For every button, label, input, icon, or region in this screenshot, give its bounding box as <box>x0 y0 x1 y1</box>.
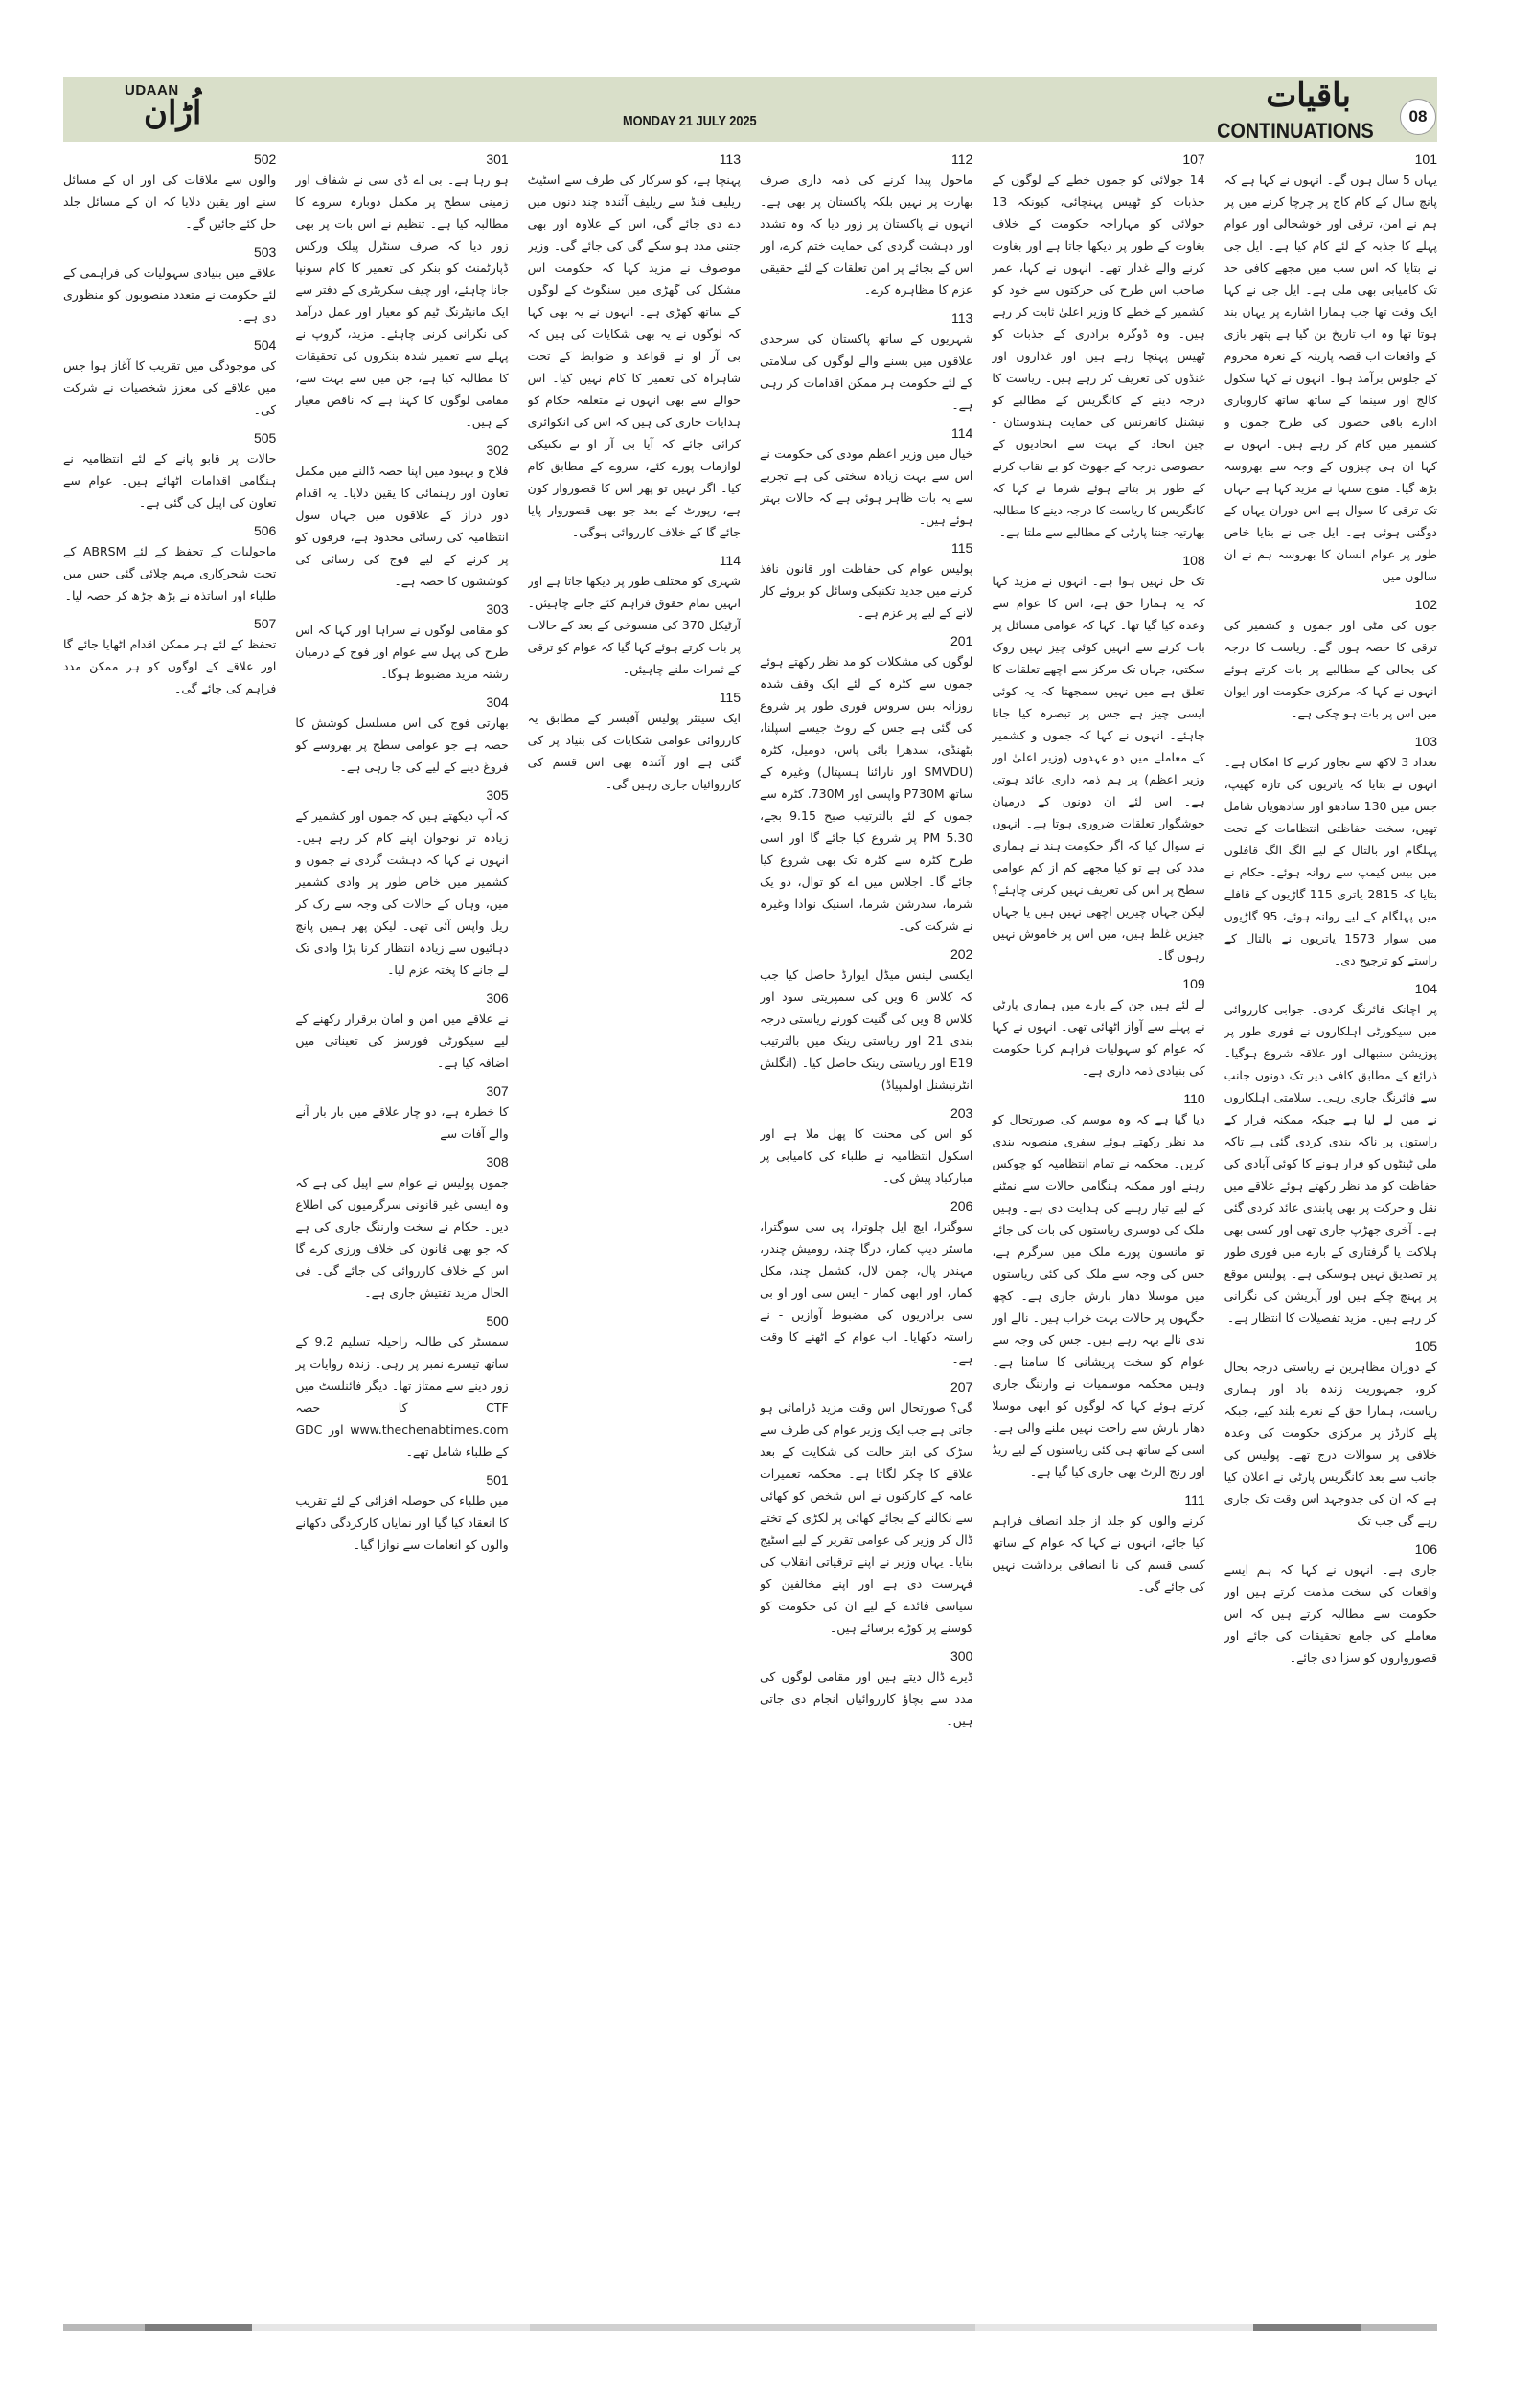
section-text: سوگترا، ایچ ایل چلوترا، پی سی سوگترا، ماسٹر دیپ کمار، درگا چند، رومیش چندر، مہندر پال، چمن لال، کشمل چند، مکل کمار، اور ابھی کمار - ایس سی اور او بی سی برادریوں کی مضبوط آوازیں - نے راستہ دکھایا۔ اب عوام کے اٹھنے کا وقت ہے۔ <box>760 1219 973 1366</box>
continuation-section <box>295 151 508 433</box>
section-number: 502 <box>253 151 277 167</box>
continuation-section <box>760 1198 972 1370</box>
section-text: لے لئے ہیں جن کے بارے میں ہماری پارٹی نے پہلے سے آواز اٹھائی تھی۔ انہوں نے کہا کہ عوام کو سہولیات فراہم کرنا حکومت کی بنیادی ذمہ داری ہے۔ <box>992 997 1205 1078</box>
section-number: 206 <box>950 1198 973 1214</box>
continuation-section <box>528 553 741 680</box>
continuation-section <box>1224 981 1437 1329</box>
continuation-section <box>760 1379 972 1639</box>
section-text: جوں کی مٹی اور جموں و کشمیر کی ترقی کا حصہ ہوں گے۔ ریاست کا درجہ کی بحالی کے مطالبے پر بات کرتے ہوئے انہوں نے کہا کہ مرکزی حکومت اور ایوان میں اس پر بات ہو چکی ہے۔ <box>1224 618 1437 720</box>
continuation-section <box>760 1648 972 1732</box>
section-number: 201 <box>950 633 973 648</box>
continuation-section <box>760 310 972 416</box>
section-number: 500 <box>486 1313 509 1329</box>
column-6 <box>63 149 276 2285</box>
section-number: 301 <box>486 151 509 167</box>
footer-segment <box>63 2324 145 2331</box>
section-number: 203 <box>950 1105 973 1121</box>
section-number: 308 <box>486 1154 509 1170</box>
section-text: دیا گیا ہے کہ وہ موسم کی صورتحال کو مد نظر رکھتے ہوئے سفری منصوبہ بندی کریں۔ محکمہ نے تمام انتظامیہ کو چوکس رہنے اور ممکنہ ہنگامی حالات سے نمٹنے کے لیے تیار رہنے کی ہدایت دی ہے۔ وہیں ملک کی دوسری ریاستوں کی بات کی جائے تو مانسون پورے ملک میں سرگرم ہے، جس کی وجہ سے ملک کی کئی ریاستوں میں موسلا دھار بارش جاری ہے۔ کچھ جگہوں پر حالات بہت خراب ہیں۔ نالے اور ندی نالے بہہ رہے ہیں۔ جس کی وجہ سے عوام کو سخت پریشانی کا سامنا ہے۔ وہیں محکمہ موسمیات نے وارننگ جاری کرتے ہوئے کہا کہ لوگوں کو ابھی موسلا دھار بارش سے راحت نہیں ملنے والی ہے۔ اسی کے ساتھ ہی کئی ریاستوں کے لیے ریڈ اور رنج الرٹ بھی جاری کیا گیا ہے۔ <box>992 1112 1205 1479</box>
continuation-section <box>760 425 972 531</box>
section-number: 101 <box>1414 151 1437 167</box>
continuation-section <box>1224 597 1437 724</box>
section-number: 104 <box>1414 981 1437 996</box>
page-number: 08 <box>1408 107 1428 125</box>
continuation-section <box>295 990 508 1074</box>
section-number: 302 <box>486 443 509 458</box>
section-text: بھارتی فوج کی اس مسلسل کوشش کا حصہ ہے جو عوامی سطح پر بھروسے کو فروغ دینے کے لیے کی جا رہی ہے۔ <box>295 716 509 774</box>
section-text: پہنچا ہے، کو سرکار کی طرف سے اسٹیٹ ریلیف فنڈ سے ریلیف آئندہ چند دنوں میں دے دی جائے گی، اس کے علاوہ اور بھی جتنی مدد ہو سکے گی کی جائے گی۔ وزیر موصوف نے مزید کہا کہ حکومت اس مشکل کی گھڑی میں سنگوٹ کے لوگوں کے ساتھ کھڑی ہے۔ انہوں نے یہ بھی کہا کہ لوگوں نے یہ بھی شکایات کی ہیں کہ بی آر او نے قواعد و ضوابط کے تحت شاہراہ کی تعمیر کا کام نہیں کیا۔ اس حوالے سے بھی انہوں نے متعلقہ حکام کو ہدایات جاری کی ہیں کہ اس کی انکوائری کرائی جائے کہ آیا بی آر او نے تکنیکی لوازمات پورے کئے، سروے کے مطابق کام کیا۔ اگر نہیں تو پھر اس کا قصوروار کون ہے، رپورٹ کے بعد جو بھی قصوروار پایا جائے گا کے خلاف کارروائی ہوگی۔ <box>527 172 742 539</box>
column-3 <box>760 149 972 2285</box>
section-number: 507 <box>253 616 277 631</box>
continuation-section <box>760 633 972 937</box>
section-text: کو اس کی محنت کا پھل ملا ہے اور اسکول انتظامیہ نے طلباء کی کامیابی پر مبارکباد پیش کی۔ <box>760 1126 973 1185</box>
section-text: ہو رہا ہے۔ بی اے ڈی سی نے شفاف اور زمینی سطح پر مکمل دوبارہ سروے کا مطالبہ کیا ہے۔ تنظیم نے اس بات پر بھی زور دیا کہ صرف سنٹرل پبلک ورکس ڈپارٹمنٹ کو بنکر کی تعمیر کا کام سونپا جانا چاہئے، اور چیف سکریٹری کے دفتر سے ایک مانیٹرنگ ٹیم کو معیار اور عمل درآمد کی نگرانی کرنی چاہئے۔ مزید، گروپ نے پہلے سے تعمیر شدہ بنکروں کی تحقیقات کا مطالبہ کیا ہے، جن میں سے بہت سے، مقامی لوگوں کا کہنا ہے کہ ناقص معیار کے ہیں۔ <box>295 172 509 429</box>
section-text: والوں سے ملاقات کی اور ان کے مسائل سنے اور یقین دلایا کہ ان کے مسائل جلد حل کئے جائیں گے۔ <box>63 172 277 231</box>
section-number: 103 <box>1414 734 1437 749</box>
column-1 <box>1224 149 1437 2285</box>
section-text: شہری کو مختلف طور پر دیکھا جاتا ہے اور انہیں تمام حقوق فراہم کئے جانے چاہیئں۔ آرٹیکل 370 کی منسوخی کے بعد کے حالات پر بات کرتے ہوئے کہا گیا کہ عوام کو ترقی کے ثمرات ملنے چاہیئں۔ <box>527 574 742 676</box>
section-text: ایکسی لینس میڈل ایوارڈ حاصل کیا جب کہ کلاس 6 ویں کی سمپریتی سود اور کلاس 8 ویں کی گنیت کورنے ریاستی درجہ بندی 21 اور ریاستی رینک میں بالترتیب E19 اور ریاستی رینک حاصل کیا۔ (انگلش انٹرنیشنل اولمپیاڈ) <box>760 967 973 1092</box>
section-number: 207 <box>950 1379 973 1395</box>
section-text: کے دوران مظاہرین نے ریاستی درجہ بحال کرو، جمہوریت زندہ باد اور ہماری ریاست، ہمارا حق کے نعرے بلند کیے، جبکہ پلے کارڈز پر مرکزی حکومت کی وعدہ خلافی پر سوالات درج تھے۔ پولیس کی جانب سے بعد کانگریس پارٹی نے اعلان کیا ہے کہ ان کی جدوجہد اس وقت تک جاری رہے گی جب تک <box>1224 1359 1437 1528</box>
section-number: 503 <box>253 244 277 260</box>
footer-segment <box>252 2324 530 2331</box>
section-number: 102 <box>1414 597 1437 612</box>
section-text: سمسٹر کی طالبہ راحیلہ تسلیم 9.2 کے ساتھ تیسرے نمبر پر رہی۔ زندہ روایات پر زور دینے سے ممتاز تھا۔ دیگر فائنلسٹ میں CTF کا حصہ www.thechenabtimes.com اور GDC کے طلباء شامل تھے۔ <box>295 1334 509 1459</box>
section-number: 305 <box>486 787 509 803</box>
continuation-section <box>528 690 741 795</box>
continuation-section <box>295 694 508 778</box>
section-number: 307 <box>486 1083 509 1099</box>
continuation-section <box>1224 1338 1437 1532</box>
column-4 <box>528 149 741 2285</box>
section-text: حالات پر قابو پانے کے لئے انتظامیہ نے ہنگامی اقدامات اٹھائے ہیں۔ عوام سے تعاون کی اپیل کی گئی ہے۔ <box>63 451 277 510</box>
section-text: یہاں 5 سال ہوں گے۔ انہوں نے کہا ہے کہ پانچ سال کے کام کاج پر چرچا کرنے میں پر ہم نے امن، ترقی اور خوشحالی اور عوام پہلے کا جذبہ کے لئے کام کیا ہے۔ ایل جی نے بتایا کہ اس سب میں مجھے کافی حد تک کامیابی بھی ملی ہے۔ ایل جی نے کہا ایک وقت تھا جب ہمارا اشارے پر یہاں بند ہوتا تھا وہ اب تاریخ بن گیا ہے پتھر بازی کے واقعات اب قصہ پارینہ کے نعرہ محروم کے جلوس برآمد ہوا۔ انہوں نے کہا سکول کالج اور سینما کے ساتھ ساتھ کاروباری ادارے باقی حصوں کی طرح جموں و کشمیر میں کام کر رہے ہیں۔ انہوں نے کہا ان ہی چیزوں کے وجہ سے بھروسہ بڑھ گیا۔ منوج سنہا نے مزید کہا ہے جہاں تک ترقی کا سوال ہے اس دوران یہاں کے دوگنی ہوئی ہے۔ ایل جی نے بتایا خاص طور پر عوام انسان کا بھروسہ ہم نے ان سالوں میں <box>1224 172 1437 583</box>
continuation-section <box>295 1083 508 1145</box>
continuation-section <box>63 151 276 235</box>
continuation-section <box>1224 734 1437 971</box>
section-text: کی موجودگی میں تقریب کا آغاز ہوا جس میں علاقے کی معزز شخصیات نے شرکت کی۔ <box>63 358 277 417</box>
section-number: 106 <box>1414 1541 1437 1556</box>
continuation-section <box>760 946 972 1096</box>
continuation-section <box>992 1492 1204 1598</box>
continuation-section <box>295 1154 508 1304</box>
section-number: 105 <box>1414 1338 1437 1353</box>
section-text: تحفظ کے لئے ہر ممکن اقدام اٹھایا جائے گا اور علاقے کے لوگوں کو ہر ممکن مدد فراہم کی جائے گی۔ <box>63 637 277 695</box>
footer-segment <box>1253 2324 1361 2331</box>
section-number: 113 <box>951 310 973 326</box>
brand-name-english: UDAAN <box>125 82 179 99</box>
section-text: تعداد 3 لاکھ سے تجاوز کرنے کا امکان ہے۔ انہوں نے بتایا کہ یاتریوں کی تازہ کھیپ، جس میں 130 سادھو اور سادھویاں شامل تھیں، سخت حفاظتی انتظامات کے تحت پہلگام اور بالتال کے لیے الگ الگ قافلوں میں بیس کیمپ سے روانہ ہوئے۔ حکام نے بتایا کہ 2815 یاتری 115 گاڑیوں کے قافلے میں پہلگام کے لیے روانہ ہوئے، 95 گاڑیوں میں سوار 1573 یاتریوں نے بالتال کے راستے کو ترجیح دی۔ <box>1224 755 1437 967</box>
section-number: 304 <box>486 694 509 710</box>
section-text: کرنے والوں کو جلد از جلد انصاف فراہم کیا جائے، انہوں نے کہا کہ عوام کے ساتھ کسی قسم کی نا انصافی برداشت نہیں کی جائے گی۔ <box>992 1513 1205 1594</box>
section-text: خیال میں وزیر اعظم مودی کی حکومت نے اس سے بہت زیادہ سختی کی ہے تجربے سے یہ بات ظاہر ہوئی ہے کہ حالات بہتر ہوئے ہیں۔ <box>760 446 973 527</box>
continuation-section <box>760 540 972 624</box>
column-2 <box>992 149 1204 2285</box>
section-text: تک حل نہیں ہوا ہے۔ انہوں نے مزید کہا کہ یہ ہمارا حق ہے، اس کا عوام سے وعدہ کیا گیا تھا۔ کہا کہ عوامی مسائل پر بات کرنے سے انہیں کوئی چیز نہیں روک سکتی، جہاں تک مرکز سے اچھے تعلقات کا تعلق ہے میں نہیں سمجھتا کہ یہ کوئی ایسی چیز ہے جس پر تبصرہ کیا جانا چاہئے۔ انہوں نے کہا کہ جموں و کشمیر کے معاملے میں دو عہدوں (وزیر اعلیٰ اور وزیر اعظم) پر ہم ذمہ داری عائد ہوتی ہے۔ اس لئے ان دونوں کے درمیان خوشگوار تعلقات ضروری ہوتا ہے۔ انہوں نے سوال کیا کہ اگر حکومت ہند نے ہماری مدد کی ہے تو کیا مجھے کم از کم عوامی سطح پر اس کی تعریف نہیں کرنی چاہئے؟ لیکن جہاں چیزیں اچھی نہیں ہیں یا جہاں چیزیں غلط ہیں، میں اس پر خاموش نہیں رہوں گا۔ <box>992 574 1205 963</box>
continuation-section <box>63 337 276 420</box>
section-text: گی؟ صورتحال اس وقت مزید ڈرامائی ہو جاتی ہے جب ایک وزیر عوام کی طرف سے سڑک کی ابتر حالت کی شکایت کے بعد علاقے کا چکر لگاتا ہے۔ محکمہ تعمیرات عامہ کے کارکنوں نے اس شخص کو کھائی سے نکالنے کے بجائے کھائی پر لکڑی کے تختے ڈال کر وزیر کی عوامی تقریر کے لیے اسٹیج بنایا۔ یہاں وزیر نے اپنے ترقیاتی انقلاب کی فہرست دی ہے اور اپنے مخالفین کو سیاسی فائدے کے لیے ان کی حکومت کو کوسنے پر کوڑے برسائے ہیں۔ <box>760 1400 973 1635</box>
section-text: کا خطرہ ہے، دو چار علاقے میں بار بار آنے والے آفات سے <box>295 1104 509 1141</box>
section-text: جاری ہے۔ انہوں نے کہا کہ ہم ایسے واقعات کی سخت مذمت کرتے ہیں اور حکومت سے مطالبہ کرتے ہیں کہ اس معاملے کی جامع تحقیقات کی جائے اور قصورواروں کو سزا دی جائے۔ <box>1224 1562 1437 1665</box>
continuation-section <box>63 244 276 328</box>
section-text: ڈیرے ڈال دیتے ہیں اور مقامی لوگوں کی مدد سے بچاؤ کارروائیاں انجام دی جاتی ہیں۔ <box>760 1670 973 1728</box>
section-number: 202 <box>950 946 973 962</box>
section-number: 112 <box>951 151 973 167</box>
continuation-section <box>63 523 276 606</box>
section-text: علاقے میں بنیادی سہولیات کی فراہمی کے لئے حکومت نے متعدد منصوبوں کو منظوری دی ہے۔ <box>63 265 277 324</box>
section-text: 14 جولائی کو جموں خطے کے لوگوں کے جذبات کو ٹھیس پہنچائی، کیونکہ 13 جولائی کو مہاراجہ حکومت کے خلاف بغاوت کے طور پر دیکھا جاتا ہے اور بغاوت کرنے والے غدار تھے۔ انہوں نے کہا، عمر صاحب اس طرح کی حرکتوں سے خود کو کشمیر کے خطے کا وزیر اعلیٰ ثابت کر رہے ہیں۔ وہ ڈوگرہ برادری کے جذبات کو ٹھیس پہنچا رہے ہیں اور غداروں اور غنڈوں کی تعریف کر رہے ہیں۔ ریاست کا درجہ دینے کے کانگریس کے مطالبے کو نیشنل کانفرنس کی حمایت ہندوستان - چین اتحاد کے بہت سے اتحادیوں کے خصوصی درجہ کے جھوٹ کو بے نقاب کرنے کے طور پر بتاتے ہوئے شرما نے کہا کہ کانگریس کا ریاست کا درجہ دینے کا مطالبہ بھارتیہ جنتا پارٹی کے مطالبے سے ملتا ہے۔ <box>992 172 1205 539</box>
continuation-section <box>1224 151 1437 587</box>
footer-segment <box>145 2324 252 2331</box>
section-title-english: CONTINUATIONS <box>1217 119 1374 143</box>
section-number: 108 <box>1182 553 1205 568</box>
section-text: ماحولیات کے تحفظ کے لئے ABRSM کے تحت شجرکاری مہم چلائی گئی جس میں طلباء اور اساتذہ نے بڑھ چڑھ کر حصہ لیا۔ <box>63 544 277 602</box>
issue-date: MONDAY 21 JULY 2025 <box>623 113 757 129</box>
continuation-section <box>992 1091 1204 1483</box>
section-text: کہ آپ دیکھتے ہیں کہ جموں اور کشمیر کے زیادہ تر نوجوان اپنے کام کر رہے ہیں۔ انہوں نے کہا کہ دہشت گردی نے جموں و کشمیر میں خاص طور پر وادی کشمیر میں، وہاں کے حالات کی وجہ سے رک کر ریل واپس آئی تھی۔ لیکن پھر ہمیں پانچ دہائیوں سے زیادہ انتظار کرنا پڑا وادی تک لے جانے کا پختہ عزم لیا۔ <box>295 808 509 977</box>
section-text: نے علاقے میں امن و امان برقرار رکھنے کے لیے سیکورٹی فورسز کی تعیناتی میں اضافہ کیا ہے۔ <box>295 1011 509 1070</box>
continuation-section <box>992 151 1204 543</box>
section-text: جموں پولیس نے عوام سے اپیل کی ہے کہ وہ ایسی غیر قانونی سرگرمیوں کی اطلاع دیں۔ حکام نے سخت وارننگ جاری کی ہے کہ جو بھی قانون کی خلاف ورزی کرے گا اس کے خلاف کارروائی کی جائے گی۔ فی الحال مزید تفتیش جاری ہے۔ <box>295 1175 509 1300</box>
article-columns <box>63 149 1437 2285</box>
section-number: 506 <box>253 523 277 538</box>
section-title-urdu: باقیات <box>1266 77 1351 115</box>
section-text: کو مقامی لوگوں نے سراہا اور کہا کہ اس طرح کی پہل سے عوام اور فوج کے درمیان رشتہ مزید مضبوط ہوگا۔ <box>295 623 509 681</box>
section-number: 113 <box>719 151 742 167</box>
section-number: 111 <box>1184 1492 1205 1508</box>
section-number: 303 <box>486 602 509 617</box>
section-number: 115 <box>951 540 973 556</box>
section-text: پر اچانک فائرنگ کردی۔ جوابی کارروائی میں سیکورٹی اہلکاروں نے فوری طور پر پوزیشن سنبھالی اور علاقہ شروع ہوگیا۔ ذرائع کے مطابق کافی دیر تک دونوں جانب سے فائرنگ جاری رہی۔ سلامتی اہلکاروں نے میں لے لیا ہے جبکہ ممکنہ فرار کے راستوں پر ناکہ بندی کردی گئی ہے تاکہ ملی ٹینٹوں کو فرار ہونے کا کوئی آبادی کی حفاظت کو مد نظر رکھتے ہوئے علاقے میں نقل و حرکت پر بھی پابندی عائد کردی گئی ہے۔ آخری جھڑپ جاری تھی اور کسی بھی ہلاکت یا گرفتاری کے بارے میں فوری طور پر تصدیق نہیں ہوسکی ہے۔ پولیس موقع پر پہنچ چکے ہیں اور آپریشن کی نگرانی کر رہے ہیں۔ مزید تفصیلات کا انتظار ہے۔ <box>1224 1002 1437 1325</box>
section-text: میں طلباء کی حوصلہ افزائی کے لئے تقریب کا انعقاد کیا گیا اور نمایاں کارکردگی دکھانے والوں کو انعامات سے نوازا گیا۔ <box>295 1493 509 1552</box>
section-number: 505 <box>253 430 277 445</box>
continuation-section <box>295 787 508 981</box>
footer-segment <box>530 2324 975 2331</box>
brand-name-urdu: اُڑان <box>144 94 202 132</box>
section-text: ماحول پیدا کرنے کی ذمہ داری صرف بھارت پر نہیں بلکہ پاکستان پر بھی ہے۔ انہوں نے پاکستان پر زور دیا کہ وہ تشدد اور دہشت گردی کی حمایت ختم کرے، اور اس کے بجائے پر امن تعلقات کے لئے حقیقی عزم کا مظاہرہ کرے۔ <box>760 172 973 297</box>
continuation-section <box>295 1313 508 1463</box>
section-number: 300 <box>950 1648 973 1664</box>
continuation-section <box>63 616 276 699</box>
section-text: شہریوں کے ساتھ پاکستان کی سرحدی علاقوں میں بسنے والے لوگوں کی سلامتی کے لئے حکومت ہر ممکن اقدامات کر رہی ہے۔ <box>760 331 973 412</box>
continuation-section <box>1224 1541 1437 1669</box>
section-number: 115 <box>719 690 742 705</box>
section-text: ایک سینئر پولیس آفیسر کے مطابق یہ کارروائی عوامی شکایات کی بنیاد پر کی گئی ہے اور آئندہ بھی اس قسم کی کارروائیاں جاری رہیں گی۔ <box>527 711 742 791</box>
section-number: 109 <box>1182 976 1205 991</box>
column-5 <box>295 149 508 2285</box>
section-number: 107 <box>1182 151 1205 167</box>
section-number: 306 <box>486 990 509 1006</box>
continuation-section <box>528 151 741 543</box>
continuation-section <box>760 151 972 301</box>
continuation-section <box>760 1105 972 1189</box>
section-text: پولیس عوام کی حفاظت اور قانون نافذ کرنے میں جدید تکنیکی وسائل کو بروئے کار لانے کے لیے پر عزم ہے۔ <box>760 561 973 620</box>
continuation-section <box>992 553 1204 966</box>
continuation-section <box>295 443 508 592</box>
footer-color-bar <box>63 2324 1437 2331</box>
section-number: 504 <box>253 337 277 352</box>
section-number: 501 <box>486 1472 509 1488</box>
section-number: 110 <box>1183 1091 1205 1106</box>
footer-segment <box>975 2324 1253 2331</box>
continuation-section <box>295 602 508 685</box>
continuation-section <box>992 976 1204 1081</box>
section-text: لوگوں کی مشکلات کو مد نظر رکھتے ہوئے جموں سے کٹرہ کے لئے ایک وقف شدہ روزانہ بس سروس فوری طور پر شروع کی گئی ہے جس کے روٹ جیسے اسپلنا، بٹھنڈی، سدھرا بائی پاس، دومیل، کٹرہ (SMVDU اور نارائنا ہسپتال) وغیرہ کے ساتھ P730M واپسی اور 730M. کٹرہ سے جموں کے لئے بالترتیب صبح 9.15 بجے، 5.30 PM پر شروع کیا جائے گا اور اسی طرح کٹرہ سے کٹرہ تک بھی شروع کیا جائے گا۔ اجلاس میں اے کو توال، دو یک شرما، سدرشن شرما، اسنیک نوادا وغیرہ نے شرکت کی۔ <box>760 654 973 933</box>
continuation-section <box>295 1472 508 1556</box>
section-text: فلاح و بہبود میں اپنا حصہ ڈالنے میں مکمل تعاون اور رہنمائی کا یقین دلایا۔ یہ اقدام دور دراز کے علاقوں میں جہاں سول انتظامیہ کی رسائی محدود ہے، فرقوں کو پر کرنے کے لیے فوج کی رسائی کی کوششوں کا حصہ ہے۔ <box>295 464 509 588</box>
continuation-section <box>63 430 276 513</box>
section-number: 114 <box>951 425 973 441</box>
page-number-badge <box>1400 99 1436 135</box>
footer-segment <box>1361 2324 1437 2331</box>
section-number: 114 <box>719 553 742 568</box>
